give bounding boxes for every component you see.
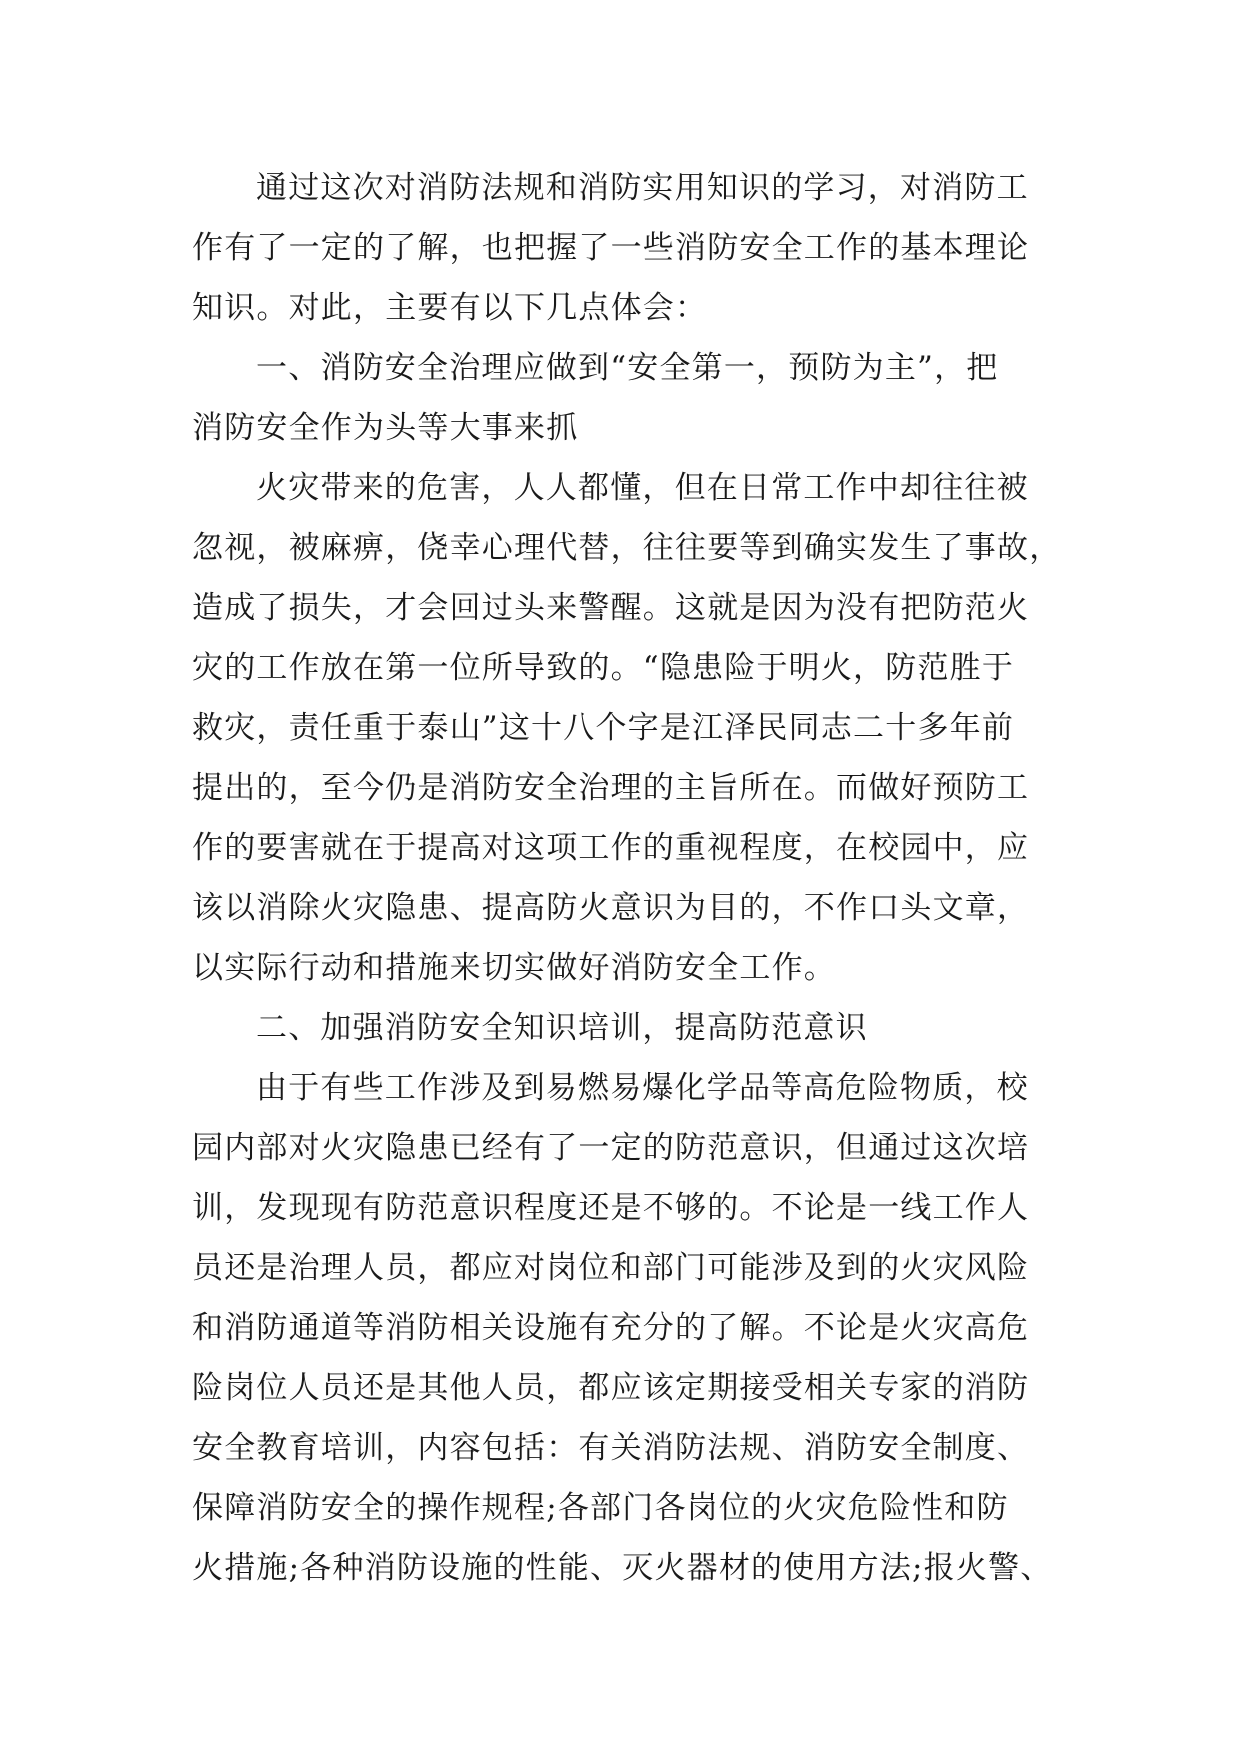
text-line: 通过这次对消防法规和消防实用知识的学习，对消防工: [256, 170, 1029, 206]
text-line: 险岗位人员还是其他人员，都应该定期接受相关专家的消防: [192, 1370, 1030, 1406]
text-line: 训，发现现有防范意识程度还是不够的。不论是一线工作人: [192, 1190, 1030, 1226]
section-heading-line: 消防安全作为头等大事来抓: [192, 410, 579, 446]
text-line: 火措施;各种消防设施的性能、灭火器材的使用方法;报火警、: [192, 1550, 1053, 1586]
document-body: [192, 158, 1062, 1598]
text-line: 忽视，被麻痹，侥幸心理代替，往往要等到确实发生了事故，: [192, 530, 1062, 566]
text-line: 保障消防安全的操作规程;各部门各岗位的火灾危险性和防: [192, 1490, 1009, 1526]
text-line: 和消防通道等消防相关设施有充分的了解。不论是火灾高危: [192, 1310, 1030, 1346]
text-line: 该以消除火灾隐患、提高防火意识为目的，不作口头文章，: [192, 890, 1030, 926]
text-line: 员还是治理人员，都应对岗位和部门可能涉及到的火灾风险: [192, 1250, 1030, 1286]
text-line: 作有了一定的了解，也把握了一些消防安全工作的基本理论: [192, 230, 1030, 266]
text-line: 安全教育培训，内容包括：有关消防法规、消防安全制度、: [192, 1430, 1030, 1466]
text-line: 园内部对火灾隐患已经有了一定的防范意识，但通过这次培: [192, 1130, 1030, 1166]
text-line: 知识。对此，主要有以下几点体会：: [192, 290, 708, 326]
text-line: 造成了损失，才会回过头来警醒。这就是因为没有把防范火: [192, 590, 1030, 626]
text-line: 灾的工作放在第一位所导致的。“隐患险于明火，防范胜于: [192, 650, 1015, 686]
text-line: 火灾带来的危害，人人都懂，但在日常工作中却往往被: [256, 470, 1029, 506]
text-line: 由于有些工作涉及到易燃易爆化学品等高危险物质，校: [256, 1070, 1029, 1106]
section-heading-line: 一、消防安全治理应做到“安全第一，预防为主”，把: [256, 350, 999, 386]
text-line: 救灾，责任重于泰山”这十八个字是江泽民同志二十多年前: [192, 710, 1015, 746]
section-heading-line: 二、加强消防安全知识培训，提高防范意识: [256, 1010, 868, 1046]
text-line: 以实际行动和措施来切实做好消防安全工作。: [192, 950, 836, 986]
text-line: 作的要害就在于提高对这项工作的重视程度，在校园中，应: [192, 830, 1030, 866]
text-line: 提出的，至今仍是消防安全治理的主旨所在。而做好预防工: [192, 770, 1030, 806]
